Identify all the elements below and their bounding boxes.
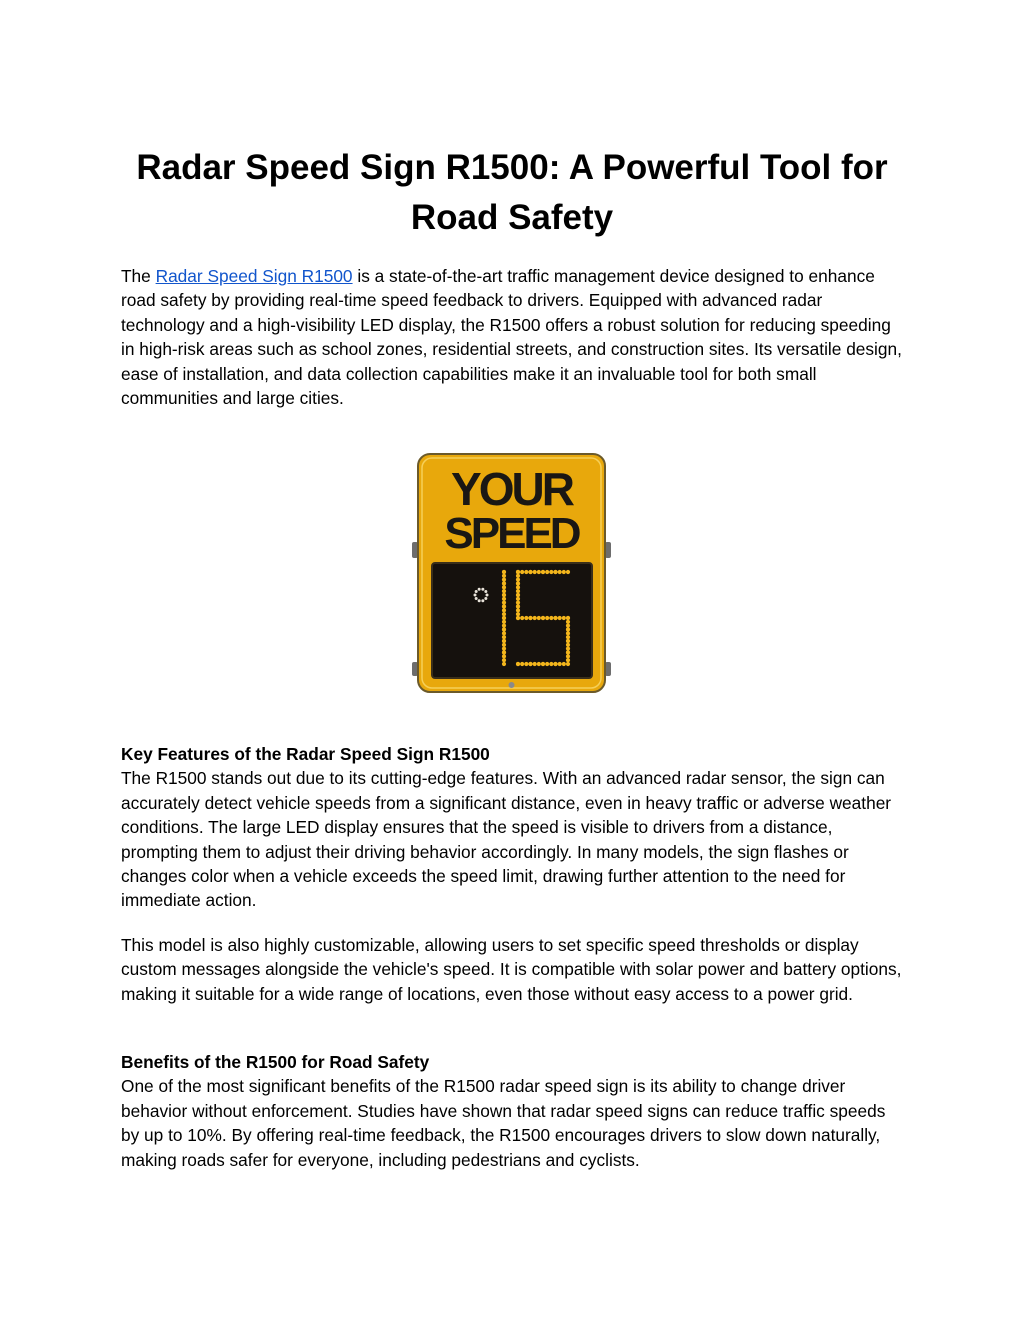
product-link[interactable]: Radar Speed Sign R1500 — [155, 266, 353, 286]
page-title: Radar Speed Sign R1500: A Powerful Tool for Road Safety — [136, 148, 888, 237]
led-dot — [502, 650, 506, 654]
led-dot — [566, 643, 570, 647]
led-dot — [545, 662, 549, 666]
led-dot — [502, 601, 506, 605]
led-dot — [516, 593, 520, 597]
led-dot — [516, 581, 520, 585]
led-dot — [502, 570, 506, 574]
led-dot — [566, 570, 570, 574]
led-dot — [516, 616, 520, 620]
led-dot — [516, 597, 520, 601]
led-dot — [533, 662, 537, 666]
led-dot — [481, 599, 484, 602]
led-dot — [475, 597, 478, 600]
led-dot — [558, 662, 562, 666]
led-dot — [516, 612, 520, 616]
led-dot — [502, 604, 506, 608]
intro-text-before-link: The — [121, 266, 156, 286]
led-dot — [520, 662, 524, 666]
led-dot — [520, 616, 524, 620]
led-dot — [502, 627, 506, 631]
led-dot — [566, 654, 570, 658]
intro-text-after-link: is a state-of-the-art traffic management device designed to enhance road safety by providing real-time speed feedback to drivers. Equipped with advanced radar technology and a high-visibility LED display, the R1500 offers a robust solution for reducing speeding in high-risk areas such as school zones, residential streets, and construction sites. Its versatile design, ease of installation, and data collection capabilities make it an invaluable tool for both small communities and large cities. — [121, 266, 902, 409]
led-dot — [533, 570, 537, 574]
led-dot — [562, 570, 566, 574]
led-dot — [558, 616, 562, 620]
sign-speed-text: SPEED — [444, 509, 579, 558]
led-dot — [502, 647, 506, 651]
led-dot — [516, 578, 520, 582]
led-dot — [566, 662, 570, 666]
led-dot — [537, 662, 541, 666]
led-dot — [566, 639, 570, 643]
led-dot — [566, 631, 570, 635]
led-dot — [533, 616, 537, 620]
led-dot — [553, 662, 557, 666]
led-dot — [502, 608, 506, 612]
led-dot — [502, 624, 506, 628]
led-dot — [562, 616, 566, 620]
led-dot — [502, 639, 506, 643]
led-dot — [502, 631, 506, 635]
led-dot — [524, 662, 528, 666]
led-dot — [516, 585, 520, 589]
led-dot — [566, 627, 570, 631]
led-dot — [516, 608, 520, 612]
sign-your-text: YOUR — [451, 463, 572, 515]
led-dot — [502, 635, 506, 639]
led-dot — [566, 647, 570, 651]
led-dot — [502, 578, 506, 582]
led-dot — [553, 616, 557, 620]
led-dot — [516, 662, 520, 666]
led-dot — [481, 588, 484, 591]
led-dot — [502, 662, 506, 666]
led-dot — [502, 643, 506, 647]
led-dot — [541, 662, 545, 666]
benefits-section — [121, 1050, 903, 1172]
led-dot — [537, 616, 541, 620]
led-dot — [566, 650, 570, 654]
led-dot — [524, 616, 528, 620]
led-dot — [502, 658, 506, 662]
led-dot — [478, 599, 481, 602]
led-dot — [502, 581, 506, 585]
led-dot — [545, 570, 549, 574]
led-dot — [528, 662, 532, 666]
led-dot — [478, 588, 481, 591]
led-dot — [502, 585, 506, 589]
led-dot — [553, 570, 557, 574]
led-dot — [549, 662, 553, 666]
intro-paragraph — [121, 264, 903, 410]
led-dot — [528, 570, 532, 574]
led-dot — [474, 594, 477, 597]
features-body: The R1500 stands out due to its cutting-edge features. With an advanced radar sensor, the sign can accurately detect vehicle speeds from a significant distance, even in heavy traffic or adverse weather conditions. The large LED display ensures that the speed is visible to drivers from a distance, prompting them to adjust their driving behavior accordingly. In many models, the sign flashes or changes color when a vehicle exceeds the speed limit, drawing further attention to the need for immediate action. — [121, 768, 892, 911]
led-dot — [541, 616, 545, 620]
led-dot — [549, 616, 553, 620]
led-dot — [566, 624, 570, 628]
led-dot — [502, 589, 506, 593]
led-dot — [516, 601, 520, 605]
led-dot — [502, 574, 506, 578]
led-dot — [566, 616, 570, 620]
led-dot — [524, 570, 528, 574]
led-dot — [545, 616, 549, 620]
benefits-body: One of the most significant benefits of the R1500 radar speed sign is its ability to change driver behavior without enforcement. Studies have shown that radar speed signs can reduce traffic speeds by up to 10%. By offering real-time feedback, the R1500 encourages drivers to slow down naturally, making roads safer for everyone, including pedestrians and cyclists. — [121, 1076, 886, 1170]
customization-paragraph: This model is also highly customizable, allowing users to set specific speed thresholds or display custom messages alongside the vehicle's speed. It is compatible with solar power and battery options, making it suitable for a wide range of locations, even those without easy access to a power grid. — [121, 935, 902, 1004]
led-dot — [516, 574, 520, 578]
led-dot — [516, 604, 520, 608]
led-dot — [537, 570, 541, 574]
led-dot — [502, 616, 506, 620]
led-dot — [502, 612, 506, 616]
led-dot — [541, 570, 545, 574]
led-dot — [558, 570, 562, 574]
led-dot — [562, 662, 566, 666]
led-dot — [502, 597, 506, 601]
led-dot — [484, 597, 487, 600]
mount-bolt — [509, 682, 515, 688]
radar-speed-sign-image — [410, 450, 613, 697]
led-dot — [502, 620, 506, 624]
led-dot — [528, 616, 532, 620]
led-dot — [516, 570, 520, 574]
led-dot — [516, 589, 520, 593]
led-dot — [484, 590, 487, 593]
led-dot — [502, 654, 506, 658]
led-dot — [566, 620, 570, 624]
led-dot — [549, 570, 553, 574]
led-dot — [566, 658, 570, 662]
led-dot — [566, 635, 570, 639]
features-section — [121, 742, 903, 913]
benefits-heading: Benefits of the R1500 for Road Safety — [121, 1052, 430, 1072]
led-dot — [486, 594, 489, 597]
led-dot — [520, 570, 524, 574]
led-dot — [475, 590, 478, 593]
led-dot — [502, 593, 506, 597]
features-heading: Key Features of the Radar Speed Sign R1500 — [121, 744, 490, 764]
